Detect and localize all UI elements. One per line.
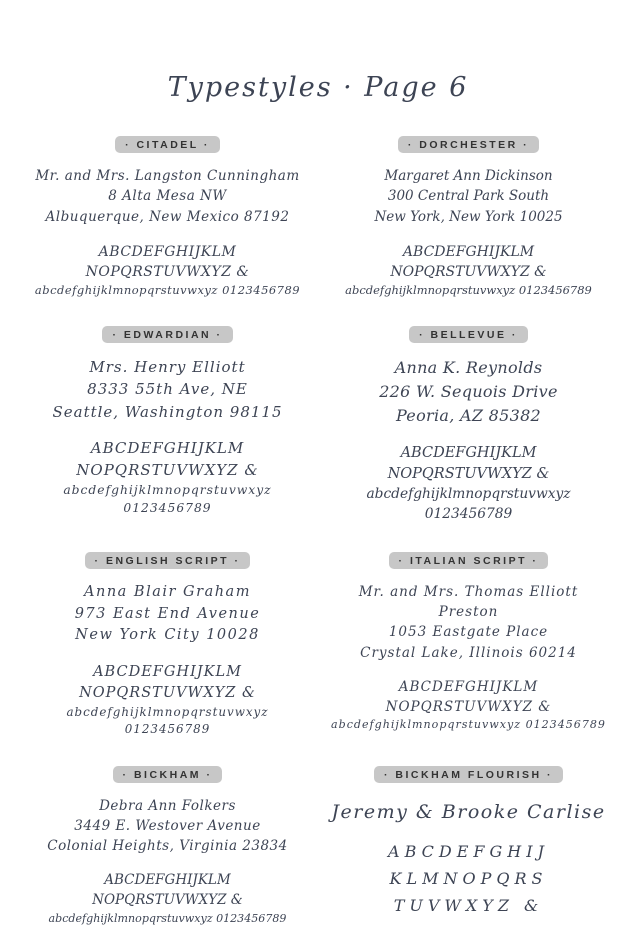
alphabet-sample — [327, 838, 610, 920]
address-line: 8333 55th Ave, NE — [87, 380, 248, 399]
alphabet-line: NOPQRSTUVWXYZ & — [92, 892, 243, 909]
alphabet-sample — [26, 662, 309, 739]
sample-address — [26, 166, 309, 227]
sample-address — [327, 166, 610, 227]
sample-address — [327, 796, 610, 828]
address-line: 1053 Eastgate Place — [388, 624, 549, 641]
section-bickham-flourish — [327, 763, 610, 927]
alphabet-sample — [327, 242, 610, 299]
address-line: 226 W. Sequois Drive — [379, 381, 558, 401]
alphabet-line: abcdefghijklmnopqrstuvwxyz 0123456789 — [331, 718, 606, 732]
section-english-script — [26, 549, 309, 739]
alphabet-line: NOPQRSTUVWXYZ & — [76, 461, 259, 480]
alphabet-sample — [26, 242, 309, 299]
address-line: Albuquerque, New Mexico 87192 — [45, 208, 290, 225]
alphabet-line: abcdefghijklmnopqrstuvwxyz 0123456789 — [48, 911, 287, 925]
alphabet-sample — [327, 678, 610, 733]
sample-address — [327, 582, 610, 663]
section-bellevue — [327, 323, 610, 525]
section-label-citadel: · CITADEL · — [115, 136, 220, 153]
address-line: Mr. and Mrs. Thomas Elliott Preston — [358, 583, 579, 621]
alphabet-line: NOPQRSTUVWXYZ & — [85, 264, 250, 281]
alphabet-sample — [26, 871, 309, 926]
section-label-bellevue: · BELLEVUE · — [409, 326, 528, 343]
section-label-english-script: · ENGLISH SCRIPT · — [85, 552, 251, 569]
alphabet-line: ABCDEFGHIJKLM — [90, 439, 245, 458]
address-line: 300 Central Park South — [387, 188, 550, 205]
alphabet-line: ABCDEFGHIJKLM — [398, 678, 539, 695]
section-label-edwardian: · EDWARDIAN · — [102, 326, 232, 343]
alphabet-line: KLMNOPQRS — [389, 869, 548, 889]
section-italian-script — [327, 549, 610, 739]
section-citadel — [26, 133, 309, 299]
address-line: 973 East End Avenue — [74, 605, 261, 622]
alphabet-line: ABCDEFGHIJKLM — [402, 243, 535, 260]
typestyles-page — [0, 72, 636, 925]
sample-address — [26, 796, 309, 857]
alphabet-line: abcdefghijklmnopqrstuvwxyz 0123456789 — [66, 705, 269, 737]
section-label-dorchester: · DORCHESTER · — [398, 136, 539, 153]
section-dorchester — [327, 133, 610, 299]
sample-address — [327, 356, 610, 428]
alphabet-line: ABCDEFGHIJ — [388, 842, 549, 861]
address-line: Jeremy & Brooke Carlise — [331, 800, 606, 823]
alphabet-line: ABCDEFGHIJKLM — [400, 444, 537, 461]
address-line: New York, New York 10025 — [374, 208, 563, 225]
alphabet-line: abcdefghijklmnopqrstuvwxyz 0123456789 — [63, 482, 272, 515]
alphabet-line: abcdefghijklmnopqrstuvwxyz 0123456789 — [366, 486, 571, 522]
section-label-italian-script: · ITALIAN SCRIPT · — [389, 552, 549, 569]
page-title: Typestyles · Page 6 — [167, 72, 469, 103]
address-line: 3449 E. Westover Avenue — [74, 817, 261, 834]
section-bickham — [26, 763, 309, 927]
address-line: Colonial Heights, Virginia 23834 — [47, 838, 288, 855]
alphabet-line: ABCDEFGHIJKLM — [98, 243, 237, 260]
sample-address — [26, 356, 309, 424]
alphabet-sample — [327, 443, 610, 525]
address-line: Anna K. Reynolds — [394, 357, 543, 377]
address-line: Crystal Lake, Illinois 60214 — [360, 644, 577, 661]
address-line: New York City 10028 — [75, 627, 260, 644]
alphabet-line: TUVWXYZ & — [393, 896, 544, 916]
address-line: Anna Blair Graham — [84, 583, 251, 600]
alphabet-line: abcdefghijklmnopqrstuvwxyz 0123456789 — [34, 283, 301, 298]
sample-address — [26, 582, 309, 647]
alphabet-line: NOPQRSTUVWXYZ & — [390, 264, 547, 281]
alphabet-line: ABCDEFGHIJKLM — [104, 872, 231, 889]
section-label-bickham-flourish: · BICKHAM FLOURISH · — [374, 766, 563, 783]
address-line: Peoria, AZ 85382 — [395, 405, 542, 425]
section-edwardian — [26, 323, 309, 525]
alphabet-line: NOPQRSTUVWXYZ & — [79, 685, 256, 702]
address-line: Mrs. Henry Elliott — [89, 357, 246, 376]
address-line: Debra Ann Folkers — [99, 797, 236, 814]
address-line: 8 Alta Mesa NW — [108, 188, 227, 205]
address-line: Margaret Ann Dickinson — [384, 168, 553, 184]
alphabet-line: NOPQRSTUVWXYZ & — [385, 698, 552, 715]
typestyles-grid — [0, 133, 636, 927]
address-line: Seattle, Washington 98115 — [52, 402, 283, 421]
alphabet-line: NOPQRSTUVWXYZ & — [387, 466, 550, 482]
alphabet-line: ABCDEFGHIJKLM — [93, 664, 242, 681]
alphabet-line: abcdefghijklmnopqrstuvwxyz 0123456789 — [345, 283, 592, 298]
alphabet-sample — [26, 438, 309, 517]
address-line: Mr. and Mrs. Langston Cunningham — [35, 168, 300, 184]
section-label-bickham: · BICKHAM · — [113, 766, 223, 783]
